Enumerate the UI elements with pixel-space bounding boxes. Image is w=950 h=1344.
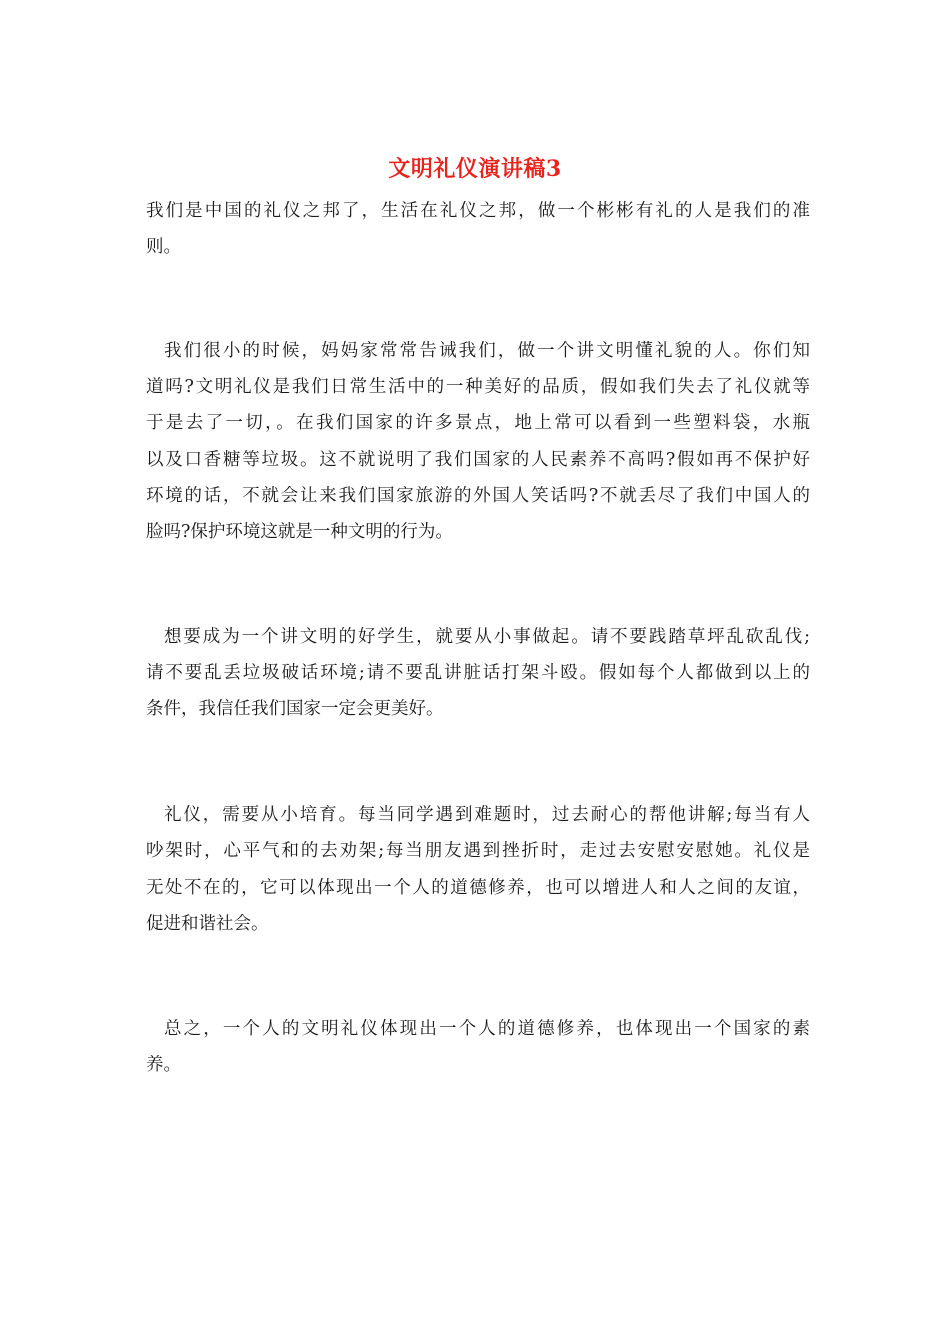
paragraph-4-line-1: 礼仪，需要从小培育。每当同学遇到难题时，过去耐心的帮他讲解;每当有人 — [164, 805, 810, 825]
paragraph-4-line-4: 促进和谐社会。 — [146, 914, 269, 934]
paragraph-3-line-1: 想要成为一个讲文明的好学生，就要从小事做起。请不要践踏草坪乱砍乱伐; — [164, 627, 810, 647]
paragraph-2-line-4: 以及口香糖等垃圾。这不就说明了我们国家的人民素养不高吗?假如再不保护好 — [146, 450, 810, 470]
paragraph-3-line-2: 请不要乱丢垃圾破话环境;请不要乱讲脏话打架斗殴。假如每个人都做到以上的 — [146, 663, 810, 683]
paragraph-2-line-6: 脸吗?保护环境这就是一种文明的行为。 — [146, 522, 453, 542]
paragraph-2-line-2: 道吗?文明礼仪是我们日常生活中的一种美好的品质，假如我们失去了礼仪就等 — [146, 377, 810, 397]
paragraph-1-line-2: 则。 — [146, 237, 181, 257]
paragraph-1-line-1: 我们是中国的礼仪之邦了，生活在礼仪之邦，做一个彬彬有礼的人是我们的准 — [146, 201, 810, 221]
paragraph-2-line-5: 环境的话，不就会让来我们国家旅游的外国人笑话吗?不就丢尽了我们中国人的 — [146, 486, 810, 506]
paragraph-4-line-2: 吵架时，心平气和的去劝架;每当朋友遇到挫折时，走过去安慰安慰她。礼仪是 — [146, 841, 810, 861]
paragraph-4-line-3: 无处不在的，它可以体现出一个人的道德修养，也可以增进人和人之间的友谊， — [146, 878, 810, 898]
paragraph-3-line-3: 条件，我信任我们国家一定会更美好。 — [146, 699, 444, 719]
paragraph-2-line-3: 于是去了一切，。在我们国家的许多景点，地上常可以看到一些塑料袋，水瓶 — [146, 413, 810, 433]
document-title: 文明礼仪演讲稿3 — [388, 156, 562, 182]
paragraph-2-line-1: 我们很小的时候，妈妈家常常告诫我们，做一个讲文明懂礼貌的人。你们知 — [164, 341, 810, 361]
paragraph-5-line-2: 养。 — [146, 1055, 181, 1075]
paragraph-5-line-1: 总之，一个人的文明礼仪体现出一个人的道德修养，也体现出一个国家的素 — [164, 1019, 810, 1039]
